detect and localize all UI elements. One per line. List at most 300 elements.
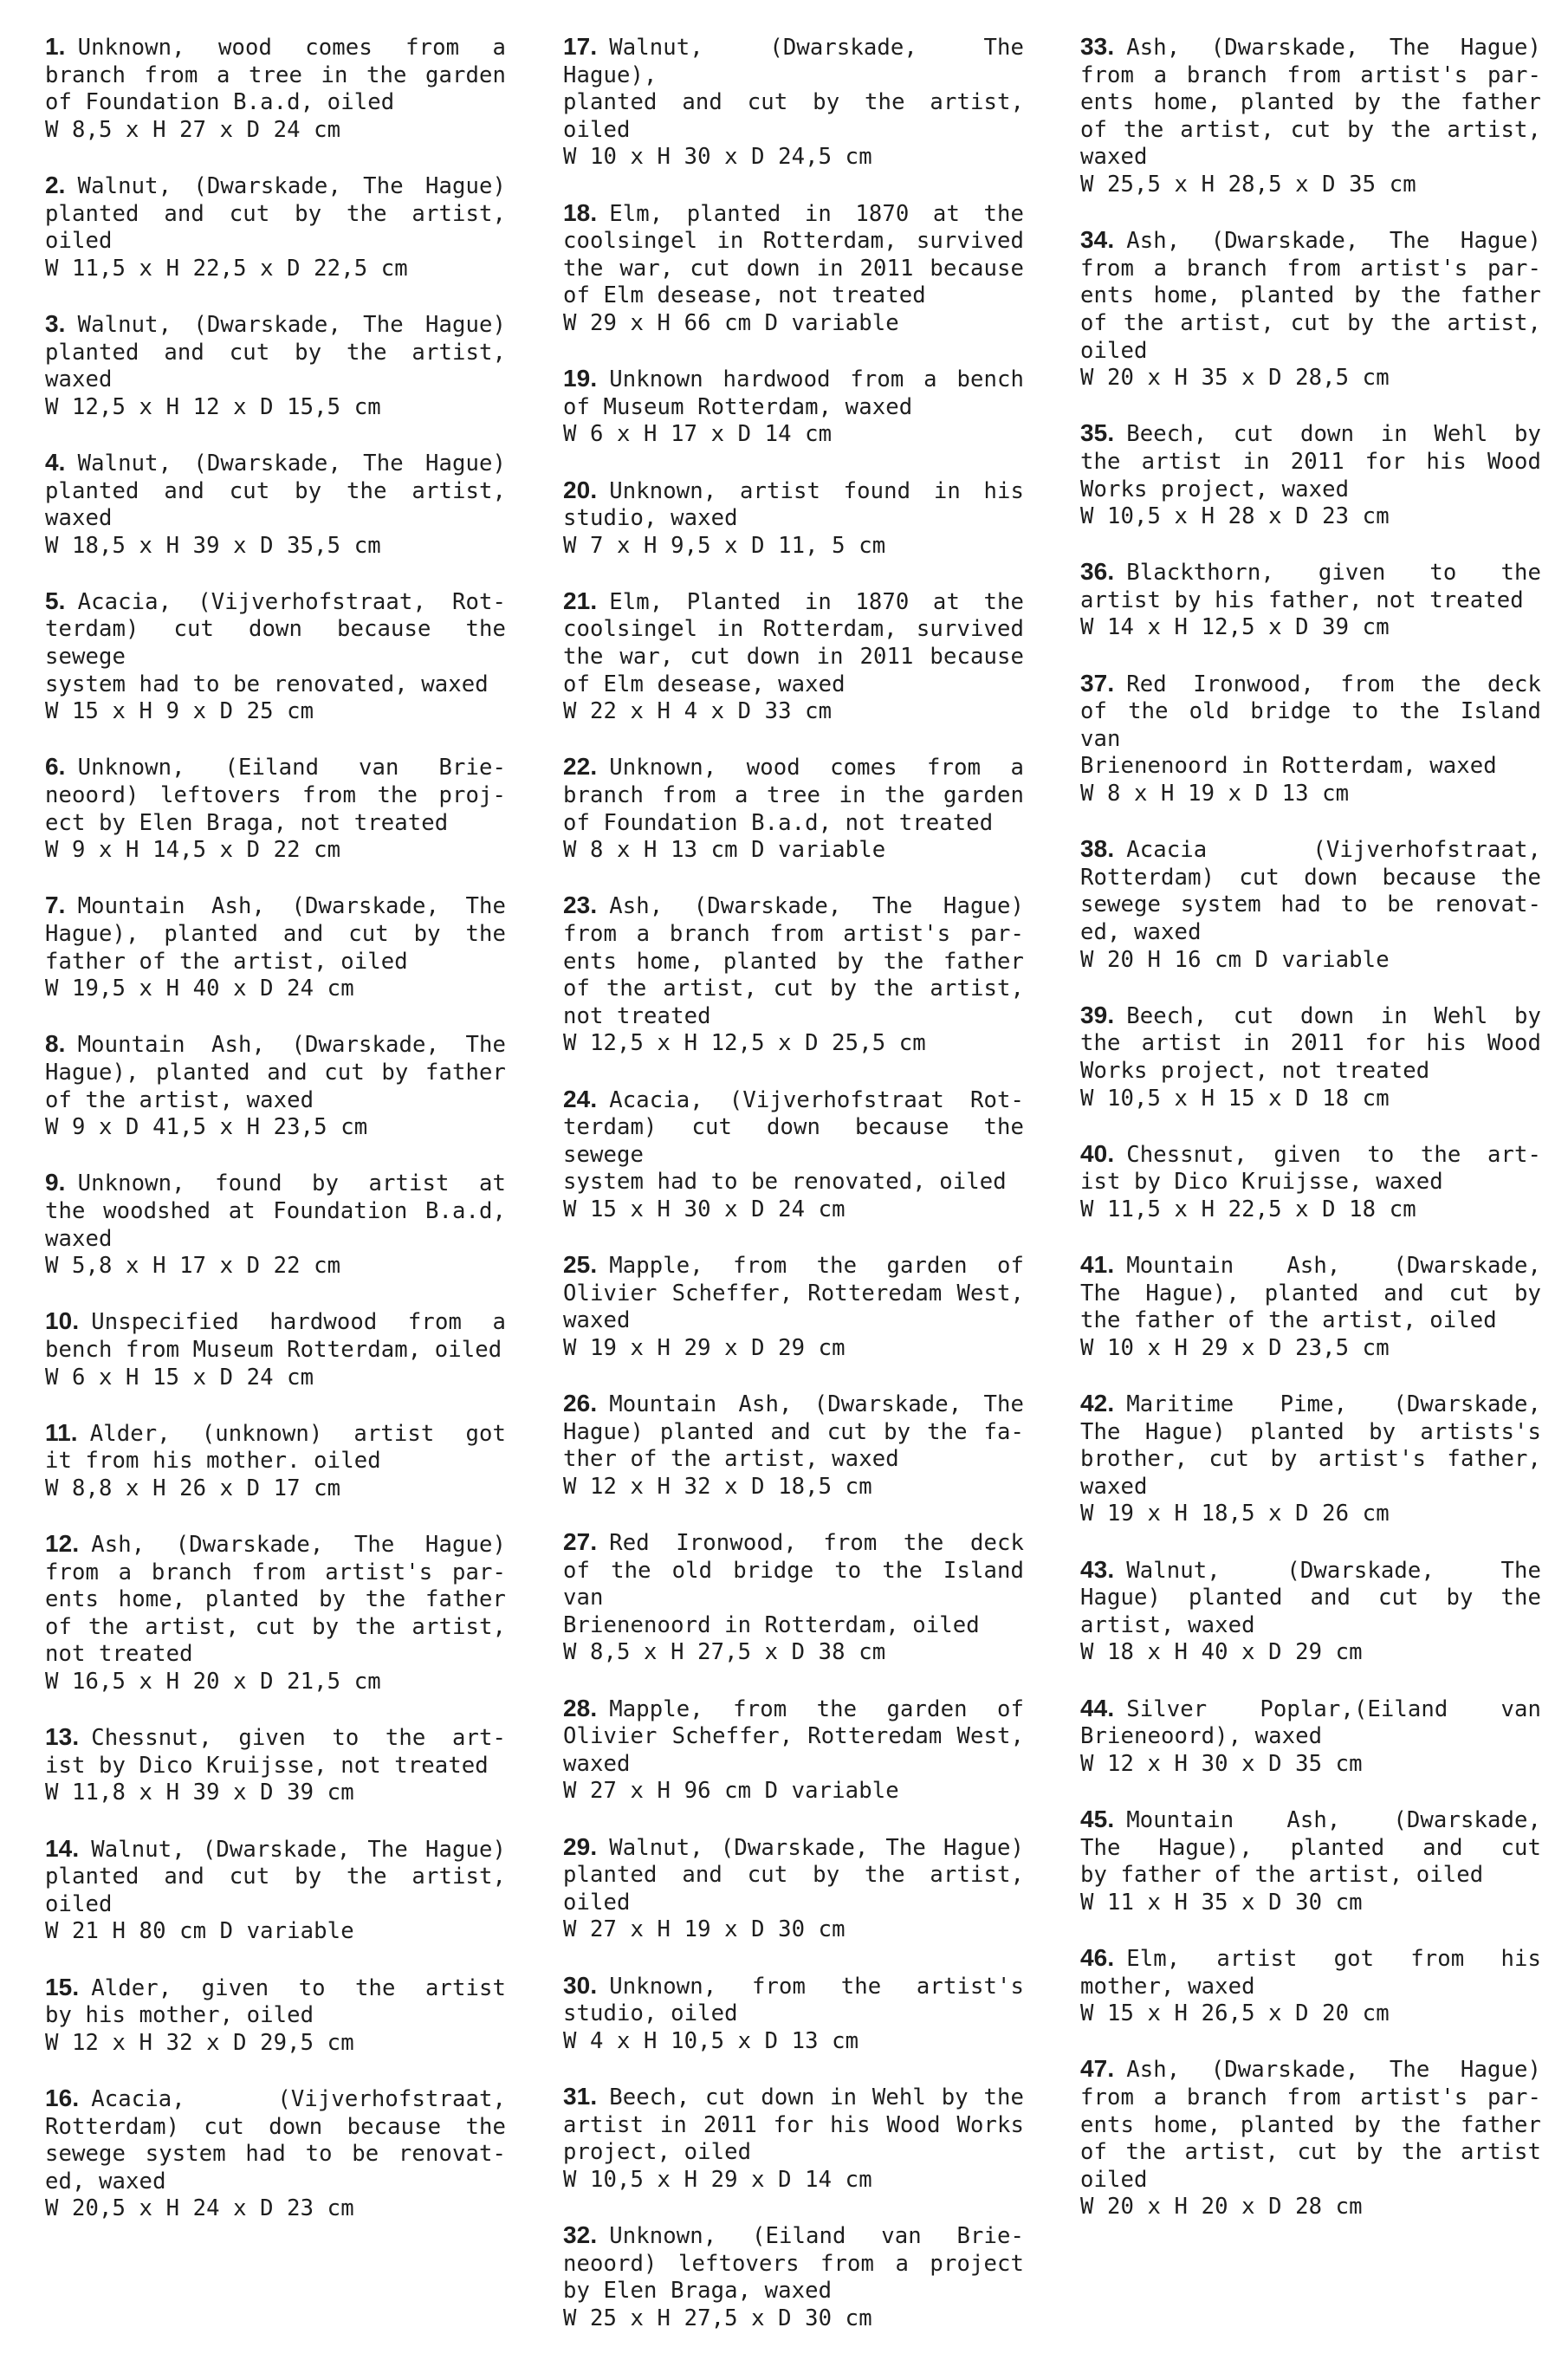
- entry-number: 29.: [563, 1832, 598, 1860]
- entry-dimensions: W 27 x H 96 cm D variable: [563, 1778, 899, 1805]
- entry-number: 31.: [563, 2082, 598, 2110]
- entry-description-text: Mountain Ash, (Dwarskade, The: [77, 1032, 506, 1059]
- entry-number: 19.: [563, 365, 598, 392]
- entry-number: 8.: [45, 1030, 66, 1058]
- entry-description-line: bench from Museum Rotterdam, oiled: [45, 1336, 502, 1363]
- entry-description-text: Chessnut, given to the art-: [91, 1725, 506, 1752]
- catalogue-entry: [563, 1390, 1024, 1501]
- entry-description-line: oiled: [1080, 2166, 1148, 2193]
- catalogue-entry: [1080, 1556, 1541, 1667]
- entry-description-text: Beech, cut down in Wehl by the: [609, 2084, 1024, 2110]
- entry-description-line: [45, 1307, 506, 1337]
- entry-description-line: [563, 2221, 1024, 2251]
- entry-number: 15.: [45, 1973, 80, 2000]
- entry-description-text: Ash, (Dwarskade, The Hague): [609, 893, 1024, 920]
- entry-dimensions: W 20,5 x H 24 x D 23 cm: [45, 2195, 354, 2222]
- catalogue-entry: [45, 1835, 506, 1946]
- entry-dimensions: W 8 x H 19 x D 13 cm: [1080, 781, 1350, 807]
- entry-number: 13.: [45, 1723, 80, 1751]
- entry-description-line: Rotterdam) cut down because the: [45, 2113, 506, 2140]
- entry-dimensions: W 18,5 x H 39 x D 35,5 cm: [45, 532, 381, 559]
- catalogue-entry: [45, 310, 506, 421]
- entry-description-line: waxed: [563, 1750, 631, 1777]
- entry-description-line: by father of the artist, oiled: [1080, 1862, 1484, 1889]
- entry-description-text: Unknown, found by artist at: [77, 1170, 506, 1197]
- entry-number: 37.: [1080, 669, 1115, 697]
- entry-description-line: [563, 891, 1024, 921]
- entry-description-line: of Museum Rotterdam, waxed: [563, 393, 913, 420]
- entry-dimensions: W 10 x H 29 x D 23,5 cm: [1080, 1334, 1390, 1361]
- entry-number: 14.: [45, 1834, 80, 1862]
- entry-description-line: of the artist, cut by the artist,: [1080, 309, 1541, 336]
- entry-description-line: of the artist, cut by the artist,: [1080, 116, 1541, 143]
- entry-description-text: Ash, (Dwarskade, The Hague): [1126, 35, 1541, 61]
- entry-description-line: waxed: [45, 1225, 113, 1252]
- entry-description-line: [1080, 1140, 1541, 1170]
- entry-dimensions: W 27 x H 19 x D 30 cm: [563, 1916, 846, 1943]
- entry-description-line: the artist in 2011 for his Wood: [1080, 448, 1541, 475]
- entry-dimensions: W 14 x H 12,5 x D 39 cm: [1080, 614, 1390, 641]
- entry-description-text: Mapple, from the garden of: [609, 1253, 1024, 1280]
- catalogue-entry: [45, 1307, 506, 1391]
- entry-description-line: [1080, 1002, 1541, 1031]
- entry-number: 38.: [1080, 835, 1115, 863]
- entry-description-line: of the artist, cut by the artist,: [45, 1613, 506, 1640]
- catalogue-entry: [563, 1972, 1024, 2056]
- entry-description-line: [563, 477, 1024, 506]
- entry-description-line: [563, 753, 1024, 782]
- catalogue-entry: [563, 477, 1024, 561]
- entry-description-line: [45, 1723, 506, 1753]
- entry-dimensions: W 15 x H 26,5 x D 20 cm: [1080, 2000, 1390, 2027]
- entry-dimensions: W 15 x H 9 x D 25 cm: [45, 698, 314, 725]
- entry-description-line: [45, 891, 506, 921]
- entry-description-line: ther of the artist, waxed: [563, 1446, 899, 1473]
- entry-description-text: Walnut, (Dwarskade, The Hague): [609, 1834, 1024, 1861]
- catalogue-entry: [1080, 1002, 1541, 1112]
- entry-description-line: Brienenoord in Rotterdam, oiled: [563, 1611, 980, 1638]
- entry-number: 33.: [1080, 33, 1115, 60]
- entry-description-line: The Hague), planted and cut: [1080, 1834, 1541, 1861]
- entry-number: 36.: [1080, 558, 1115, 586]
- entry-description-line: of the artist, cut by the artist: [1080, 2139, 1541, 2166]
- entry-description-line: sewege system had to be renovat-: [45, 2141, 506, 2168]
- entry-description-line: [45, 2084, 506, 2114]
- entry-description-text: Blackthorn, given to the: [1126, 560, 1541, 587]
- entry-dimensions: W 29 x H 66 cm D variable: [563, 309, 899, 336]
- entry-number: 3.: [45, 309, 66, 337]
- catalogue-entry: [1080, 1944, 1541, 2028]
- entry-description-line: [45, 449, 506, 478]
- catalogue-entry: [1080, 419, 1541, 530]
- entry-number: 41.: [1080, 1251, 1115, 1279]
- entry-number: 5.: [45, 587, 66, 614]
- entry-number: 23.: [563, 891, 598, 919]
- entry-description-text: Walnut, (Dwarskade, The: [1126, 1557, 1541, 1584]
- entry-description-text: Ash, (Dwarskade, The Hague): [1126, 228, 1541, 255]
- entry-description-line: [1080, 1556, 1541, 1585]
- entry-description-text: Unknown, wood comes from a: [77, 35, 506, 61]
- entry-description-line: [45, 1030, 506, 1060]
- entry-description-line: artist by his father, not treated: [1080, 587, 1524, 613]
- entry-description-line: terdam) cut down because the sewege: [45, 616, 506, 671]
- entry-description-text: Walnut, (Dwarskade, The Hague): [91, 1836, 506, 1863]
- entry-description-line: studio, waxed: [563, 505, 738, 532]
- entry-description-text: Elm, Planted in 1870 at the: [609, 588, 1024, 615]
- entry-description-text: Alder, (unknown) artist got: [89, 1420, 506, 1447]
- entry-description-line: system had to be renovated, waxed: [45, 671, 489, 697]
- catalogue-entry: [45, 1419, 506, 1503]
- entry-description-text: Alder, given to the artist: [91, 1974, 506, 2001]
- catalogue-entry: [563, 753, 1024, 864]
- entry-description-line: father of the artist, oiled: [45, 948, 408, 975]
- entry-number: 4.: [45, 448, 66, 476]
- entry-dimensions: W 21 H 80 cm D variable: [45, 1918, 354, 1945]
- entry-number: 25.: [563, 1251, 598, 1279]
- entry-description-line: branch from a tree in the garden: [45, 62, 506, 88]
- entry-description-line: artist in 2011 for his Wood Works: [563, 2111, 1024, 2138]
- entry-description-line: sewege system had to be renovat-: [1080, 891, 1541, 918]
- entry-number: 10.: [45, 1307, 80, 1335]
- entry-description-line: ents home, planted by the father: [563, 948, 1024, 975]
- entry-description-line: ect by Elen Braga, not treated: [45, 809, 449, 836]
- entry-dimensions: W 11,5 x H 22,5 x D 22,5 cm: [45, 255, 408, 282]
- catalogue-entry: [1080, 1140, 1541, 1224]
- catalogue-entry: [1080, 1390, 1541, 1528]
- entry-number: 39.: [1080, 1001, 1115, 1028]
- entry-description-line: ed, waxed: [45, 2168, 166, 2195]
- entry-description-line: Hague) planted and cut by the: [1080, 1585, 1541, 1611]
- entry-description-text: Mountain Ash, (Dwarskade, The: [609, 1391, 1024, 1418]
- entry-description-line: oiled: [45, 228, 113, 255]
- entry-description-line: ents home, planted by the father: [1080, 2111, 1541, 2138]
- entry-dimensions: W 11 x H 35 x D 30 cm: [1080, 1889, 1363, 1916]
- catalogue-entry: [1080, 670, 1541, 808]
- entry-number: 30.: [563, 1971, 598, 1999]
- entry-description-line: planted and cut by the artist,: [45, 339, 506, 366]
- catalogue-entry: [45, 1723, 506, 1807]
- entry-description-line: The Hague) planted by artists's: [1080, 1418, 1541, 1445]
- entry-description-line: ents home, planted by the father: [45, 1586, 506, 1613]
- entry-description-text: Maritime Pime, (Dwarskade,: [1126, 1391, 1541, 1418]
- entry-number: 44.: [1080, 1694, 1115, 1721]
- entry-description-line: ist by Dico Kruijsse, not treated: [45, 1752, 489, 1779]
- entry-description-line: [1080, 1944, 1541, 1974]
- entry-dimensions: W 10 x H 30 x D 24,5 cm: [563, 144, 872, 171]
- catalogue-column-3: [1080, 33, 1541, 2249]
- entry-description-text: Acacia, (Vijverhofstraat,: [91, 2085, 506, 2112]
- entry-dimensions: W 6 x H 15 x D 24 cm: [45, 1364, 314, 1391]
- entry-description-text: Mountain Ash, (Dwarskade, The: [77, 893, 506, 920]
- entry-number: 20.: [563, 476, 598, 503]
- entry-description-line: [45, 310, 506, 340]
- entry-description-line: [1080, 1251, 1541, 1280]
- entry-dimensions: W 25,5 x H 28,5 x D 35 cm: [1080, 171, 1416, 198]
- entry-number: 32.: [563, 2221, 598, 2248]
- entry-description-line: Works project, waxed: [1080, 476, 1350, 502]
- entry-description-line: oiled: [1080, 337, 1148, 364]
- entry-description-line: [45, 753, 506, 782]
- entry-description-text: Acacia (Vijverhofstraat,: [1126, 837, 1541, 864]
- entry-description-line: the war, cut down in 2011 because: [563, 255, 1024, 282]
- entry-description-line: of the artist, waxed: [45, 1086, 314, 1113]
- catalogue-entry: [563, 365, 1024, 449]
- entry-number: 24.: [563, 1085, 598, 1112]
- entry-description-line: of Elm desease, not treated: [563, 282, 926, 309]
- entry-description-line: [1080, 226, 1541, 256]
- entry-description-line: [1080, 1806, 1541, 1835]
- entry-description-text: Ash, (Dwarskade, The Hague): [1126, 2057, 1541, 2084]
- entry-description-line: of Foundation B.a.d, oiled: [45, 89, 395, 116]
- entry-description-text: Beech, cut down in Wehl by: [1126, 1002, 1541, 1029]
- entry-description-text: Elm, artist got from his: [1126, 1945, 1541, 1972]
- entry-dimensions: W 9 x D 41,5 x H 23,5 cm: [45, 1114, 368, 1141]
- entry-description-line: waxed: [563, 1307, 631, 1334]
- entry-dimensions: W 12 x H 32 x D 29,5 cm: [45, 2029, 354, 2056]
- entry-number: 12.: [45, 1530, 80, 1558]
- entry-description-line: waxed: [1080, 144, 1148, 171]
- entry-number: 42.: [1080, 1390, 1115, 1417]
- catalogue-entry: [1080, 1695, 1541, 1779]
- entry-description-line: [1080, 1390, 1541, 1419]
- catalogue-entry: [563, 1086, 1024, 1224]
- entry-description-line: [563, 1086, 1024, 1115]
- entry-description-line: planted and cut by the artist, oiled: [563, 1862, 1024, 1916]
- entry-description-line: from a branch from artist's par-: [1080, 255, 1541, 282]
- entry-number: 47.: [1080, 2055, 1115, 2083]
- entry-description-text: Unknown hardwood from a bench: [609, 366, 1024, 393]
- entry-description-line: by his mother, oiled: [45, 2002, 314, 2029]
- entry-description-text: Walnut, (Dwarskade, The Hague),: [563, 35, 1024, 88]
- entry-description-text: Mountain Ash, (Dwarskade,: [1126, 1253, 1541, 1280]
- entry-description-line: from a branch from artist's par-: [1080, 62, 1541, 88]
- entry-description-line: from a branch from artist's par-: [45, 1559, 506, 1585]
- entry-description-line: it from his mother. oiled: [45, 1448, 381, 1475]
- catalogue-entry: [45, 1530, 506, 1696]
- entry-dimensions: W 12,5 x H 12 x D 15,5 cm: [45, 393, 381, 420]
- entry-description-line: ents home, planted by the father: [1080, 282, 1541, 309]
- entry-dimensions: W 9 x H 14,5 x D 22 cm: [45, 837, 341, 864]
- entry-dimensions: W 4 x H 10,5 x D 13 cm: [563, 2027, 859, 2054]
- catalogue-entry: [45, 1974, 506, 2058]
- entry-description-line: Brienenoord in Rotterdam, waxed: [1080, 753, 1497, 780]
- entry-description-text: Unknown, artist found in his: [609, 477, 1024, 504]
- entry-description-line: [1080, 1695, 1541, 1724]
- entry-number: 34.: [1080, 226, 1115, 254]
- entry-description-line: Olivier Scheffer, Rotteredam West,: [563, 1280, 1024, 1306]
- entry-number: 26.: [563, 1390, 598, 1417]
- entry-number: 43.: [1080, 1555, 1115, 1583]
- catalogue-entry: [563, 1695, 1024, 1806]
- entry-description-line: studio, oiled: [563, 2000, 738, 2027]
- entry-dimensions: W 16,5 x H 20 x D 21,5 cm: [45, 1669, 381, 1695]
- entry-number: 11.: [45, 1418, 78, 1446]
- entry-description-text: Walnut, (Dwarskade, The Hague): [77, 172, 506, 199]
- entry-description-line: [1080, 419, 1541, 449]
- entry-description-text: Silver Poplar,(Eiland van: [1126, 1695, 1541, 1722]
- entry-description-line: the artist in 2011 for his Wood: [1080, 1030, 1541, 1057]
- entry-description-line: [1080, 33, 1541, 62]
- entry-dimensions: W 8 x H 13 cm D variable: [563, 837, 886, 864]
- entry-number: 28.: [563, 1694, 598, 1721]
- entry-number: 9.: [45, 1169, 66, 1196]
- entry-description-line: from a branch from artist's par-: [1080, 2084, 1541, 2110]
- entry-description-line: coolsingel in Rotterdam, survived: [563, 616, 1024, 643]
- entry-description-line: [45, 1419, 506, 1449]
- entry-description-line: [45, 1169, 506, 1198]
- catalogue-entry: [45, 1169, 506, 1280]
- entry-description-line: waxed: [1080, 1473, 1148, 1500]
- catalogue-entry: [45, 2084, 506, 2223]
- entry-description-line: planted and cut by the artist,: [45, 200, 506, 227]
- entry-dimensions: W 7 x H 9,5 x D 11, 5 cm: [563, 532, 886, 559]
- entry-description-line: Works project, not treated: [1080, 1057, 1430, 1084]
- catalogue-entry: [1080, 1806, 1541, 1916]
- entry-description-line: Brieneoord), waxed: [1080, 1723, 1323, 1750]
- entry-description-line: Hague), planted and cut by the: [45, 921, 506, 947]
- entry-description-line: waxed: [45, 366, 113, 393]
- catalogue-entry: [1080, 558, 1541, 642]
- catalogue-entry: [1080, 33, 1541, 199]
- catalogue-entry: [1080, 1251, 1541, 1362]
- entry-dimensions: W 10,5 x H 28 x D 23 cm: [1080, 503, 1390, 530]
- entry-description-line: [1080, 835, 1541, 865]
- entry-description-text: Unspecified hardwood from a: [91, 1309, 506, 1336]
- entry-description-line: The Hague), planted and cut by: [1080, 1280, 1541, 1306]
- entry-description-text: Mapple, from the garden of: [609, 1695, 1024, 1722]
- catalogue-entry: [45, 891, 506, 1002]
- entry-description-line: [563, 199, 1024, 229]
- entry-number: 22.: [563, 753, 598, 781]
- entry-dimensions: W 20 x H 35 x D 28,5 cm: [1080, 365, 1390, 392]
- catalogue-entry: [45, 33, 506, 144]
- catalogue-entry: [45, 587, 506, 726]
- catalogue-entry: [45, 1030, 506, 1141]
- entry-number: 46.: [1080, 1943, 1115, 1971]
- entry-dimensions: W 19 x H 29 x D 29 cm: [563, 1334, 846, 1361]
- entry-description-line: system had to be renovated, oiled: [563, 1169, 1007, 1196]
- catalogue-column-2: [563, 33, 1024, 2360]
- entry-description-line: [563, 2083, 1024, 2112]
- entry-dimensions: W 15 x H 30 x D 24 cm: [563, 1196, 846, 1222]
- entry-number: 40.: [1080, 1139, 1115, 1167]
- entry-description-line: [563, 1390, 1024, 1419]
- entry-dimensions: W 12 x H 32 x D 18,5 cm: [563, 1473, 872, 1500]
- entry-number: 6.: [45, 753, 66, 781]
- entry-description-line: [45, 33, 506, 62]
- entry-description-line: brother, cut by artist's father,: [1080, 1446, 1541, 1473]
- catalogue-entry: [563, 587, 1024, 726]
- catalogue-entry: [563, 891, 1024, 1058]
- entry-description-line: [1080, 2055, 1541, 2084]
- catalogue-entry: [45, 449, 506, 560]
- entry-description-line: neoord) leftovers from a project: [563, 2250, 1024, 2277]
- entry-description-line: not treated: [45, 1641, 193, 1668]
- entry-description-text: Elm, planted in 1870 at the: [609, 200, 1024, 227]
- entry-dimensions: W 11,5 x H 22,5 x D 18 cm: [1080, 1196, 1416, 1222]
- entry-dimensions: W 22 x H 4 x D 33 cm: [563, 698, 833, 725]
- entry-description-line: [563, 587, 1024, 617]
- catalogue-entry: [45, 172, 506, 282]
- catalogue-entry: [1080, 835, 1541, 974]
- catalogue-entry: [563, 2083, 1024, 2194]
- entry-description-line: [45, 587, 506, 617]
- entry-description-line: [45, 1835, 506, 1864]
- entry-number: 45.: [1080, 1806, 1115, 1832]
- entry-description-text: Walnut, (Dwarskade, The Hague): [77, 450, 506, 477]
- entry-description-line: [563, 1972, 1024, 2001]
- entry-description-line: [563, 365, 1024, 394]
- entry-description-line: artist, waxed: [1080, 1611, 1255, 1638]
- entry-description-line: project, oiled: [563, 2139, 752, 2166]
- entry-description-line: [1080, 558, 1541, 587]
- entry-description-line: mother, waxed: [1080, 1973, 1255, 2000]
- entry-description-text: Chessnut, given to the art-: [1126, 1141, 1541, 1168]
- entry-dimensions: W 20 x H 20 x D 28 cm: [1080, 2194, 1363, 2221]
- entry-description-line: waxed: [45, 505, 113, 532]
- entry-description-line: [563, 33, 1024, 89]
- entry-number: 27.: [563, 1528, 598, 1556]
- entry-description-line: the father of the artist, oiled: [1080, 1307, 1497, 1334]
- entry-description-line: [45, 172, 506, 201]
- entry-description-line: ist by Dico Kruijsse, waxed: [1080, 1169, 1443, 1196]
- entry-description-text: Mountain Ash, (Dwarskade,: [1126, 1807, 1541, 1833]
- entry-number: 21.: [563, 587, 598, 614]
- entry-description-text: Red Ironwood, from the deck: [609, 1530, 1024, 1557]
- entry-description-line: [563, 1695, 1024, 1724]
- catalogue-entry: [563, 1528, 1024, 1667]
- entry-dimensions: W 6 x H 17 x D 14 cm: [563, 421, 833, 448]
- entry-description-line: Hague), planted and cut by father: [45, 1059, 506, 1086]
- entry-description-line: terdam) cut down because the sewege: [563, 1114, 1024, 1168]
- entry-description-text: Beech, cut down in Wehl by: [1126, 421, 1541, 448]
- entry-description-line: of the old bridge to the Island van: [563, 1557, 1024, 1611]
- entry-dimensions: W 19 x H 18,5 x D 26 cm: [1080, 1501, 1390, 1527]
- entry-description-line: [563, 1251, 1024, 1280]
- catalogue-entry: [1080, 2055, 1541, 2221]
- entry-number: 35.: [1080, 419, 1115, 447]
- entry-description-line: of the old bridge to the Island van: [1080, 698, 1541, 752]
- entry-description-line: [563, 1833, 1024, 1863]
- catalogue-entry: [563, 199, 1024, 338]
- entry-description-text: Acacia, (Vijverhofstraat, Rot-: [77, 588, 506, 615]
- entry-description-line: from a branch from artist's par-: [563, 921, 1024, 947]
- entry-description-line: Hague) planted and cut by the fa-: [563, 1418, 1024, 1445]
- entry-description-line: [45, 1974, 506, 2003]
- entry-description-line: the woodshed at Foundation B.a.d,: [45, 1197, 506, 1224]
- entry-dimensions: W 8,5 x H 27 x D 24 cm: [45, 116, 341, 143]
- entry-description-line: by Elen Braga, waxed: [563, 2278, 833, 2305]
- catalogue-entry: [563, 33, 1024, 172]
- entry-dimensions: W 10,5 x H 15 x D 18 cm: [1080, 1085, 1390, 1112]
- entry-dimensions: W 8,5 x H 27,5 x D 38 cm: [563, 1639, 886, 1666]
- catalogue-entry: [45, 753, 506, 864]
- entry-number: 1.: [45, 33, 66, 60]
- entry-description-line: of Foundation B.a.d, not treated: [563, 809, 994, 836]
- entry-dimensions: W 12 x H 30 x D 35 cm: [1080, 1750, 1363, 1777]
- entry-description-line: planted and cut by the artist, oiled: [563, 89, 1024, 143]
- entry-description-line: [45, 1530, 506, 1559]
- entry-description-text: Acacia, (Vijverhofstraat Rot-: [609, 1086, 1024, 1113]
- catalogue-entry: [563, 1251, 1024, 1362]
- entry-dimensions: W 8,8 x H 26 x D 17 cm: [45, 1475, 341, 1501]
- entry-dimensions: W 11,8 x H 39 x D 39 cm: [45, 1780, 354, 1806]
- entry-description-text: Unknown, from the artist's: [609, 1973, 1024, 2000]
- entry-description-line: of Elm desease, waxed: [563, 671, 846, 697]
- entry-description-line: neoord) leftovers from the proj-: [45, 782, 506, 809]
- entry-dimensions: W 5,8 x H 17 x D 22 cm: [45, 1253, 341, 1280]
- entry-description-text: Ash, (Dwarskade, The Hague): [91, 1532, 506, 1559]
